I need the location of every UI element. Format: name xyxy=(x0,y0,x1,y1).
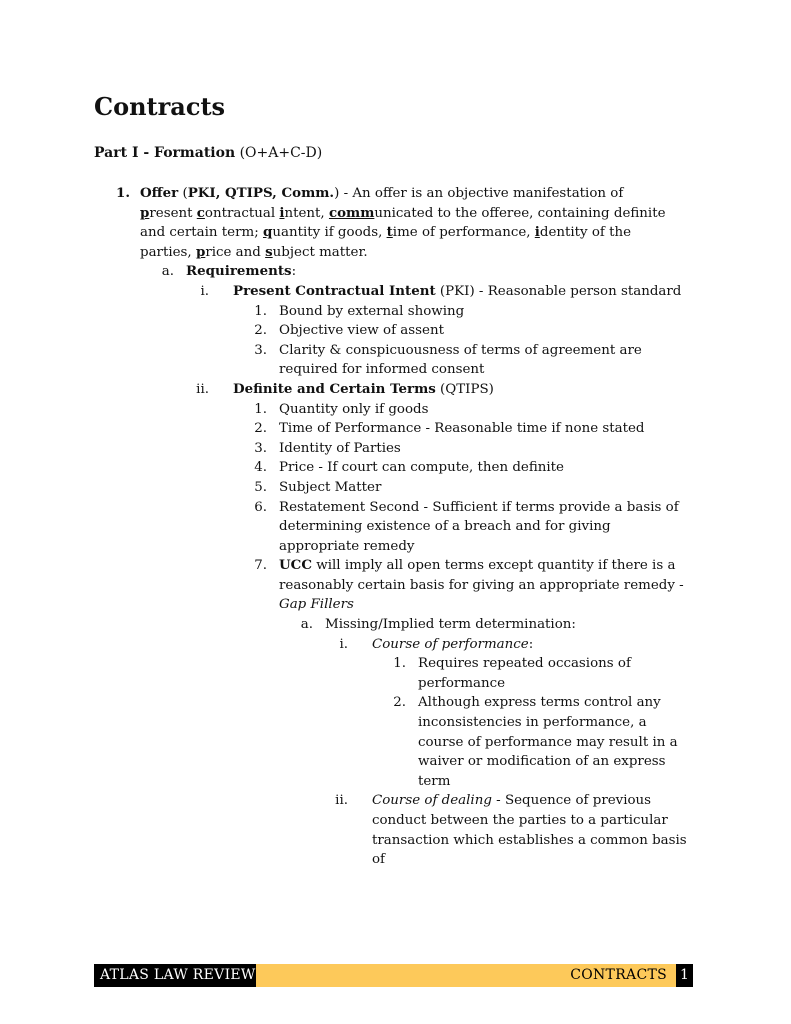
page-number: 1 xyxy=(676,964,693,987)
list-item-requirements: a. Requirements: xyxy=(186,262,686,282)
footer-publication: ATLAS LAW REVIEW xyxy=(94,964,256,987)
list-marker: 1. xyxy=(116,185,130,201)
list-marker: ii. xyxy=(196,381,209,397)
list-item-course-of-performance: i. Course of performance: xyxy=(339,636,534,652)
page-footer xyxy=(94,964,693,987)
list-marker: a. xyxy=(161,264,174,280)
list-item: 6. Restatement Second - Sufficient if terms provide a basis of determining existence of a breach and for giving appropriate remedy xyxy=(254,499,679,554)
list-item: 3. Identity of Parties xyxy=(254,440,401,456)
list-item: 3. Clarity & conspicuousness of terms of agreement are required for informed consent xyxy=(254,342,642,378)
list-item: 1. Requires repeated occasions of performance xyxy=(393,656,631,691)
list-item: 2. Although express terms control any inconsistencies in performance, a course of performance may result in a waiver or modification of an express term xyxy=(393,695,678,789)
part-heading xyxy=(94,145,322,161)
list-item-ucc: 7. UCC will imply all open terms except quantity if there is a reasonably certain basis for giving an appropriate remedy - Gap Fillers xyxy=(254,557,684,613)
requirements-label: Requirements xyxy=(186,263,292,280)
qtips-label: Definite and Certain Terms xyxy=(233,380,436,397)
list-item-qtips: ii. Definite and Certain Terms (QTIPS) xyxy=(233,380,688,400)
list-marker: i. xyxy=(200,283,209,299)
page-title: Contracts xyxy=(94,92,226,121)
list-item-course-of-dealing: ii. Course of dealing - Sequence of previous conduct between the parties to a particular transaction which establishes a common basis of xyxy=(335,793,687,868)
list-item: 5. Subject Matter xyxy=(254,479,382,495)
offer-definition: Offer (PKI, QTIPS, Comm.) - An offer is an objective manifestation of present contractual intent, communicated to the offeree, containing definite and certain term; quantity if goods, time of performance, identity of the parties, price and subject matter. xyxy=(140,185,666,260)
footer-section: CONTRACTS xyxy=(570,967,667,983)
part-formula: (O+A+C-D) xyxy=(239,145,323,161)
list-item-offer xyxy=(116,184,672,262)
list-item-missing-terms: a. Missing/Implied term determination: xyxy=(300,617,576,633)
list-item: 2. Time of Performance - Reasonable time if none stated xyxy=(254,421,645,437)
list-item: 1. Bound by external showing xyxy=(254,303,465,319)
list-item: 4. Price - If court can compute, then definite xyxy=(254,460,564,476)
part-heading-label: Part I - Formation xyxy=(94,145,236,161)
pki-label: Present Contractual Intent xyxy=(233,282,436,299)
list-item-pki: i. Present Contractual Intent (PKI) - Reasonable person standard xyxy=(233,282,688,302)
outline xyxy=(0,184,791,870)
list-item: 2. Objective view of assent xyxy=(254,323,444,339)
list-item: 1. Quantity only if goods xyxy=(254,401,429,417)
